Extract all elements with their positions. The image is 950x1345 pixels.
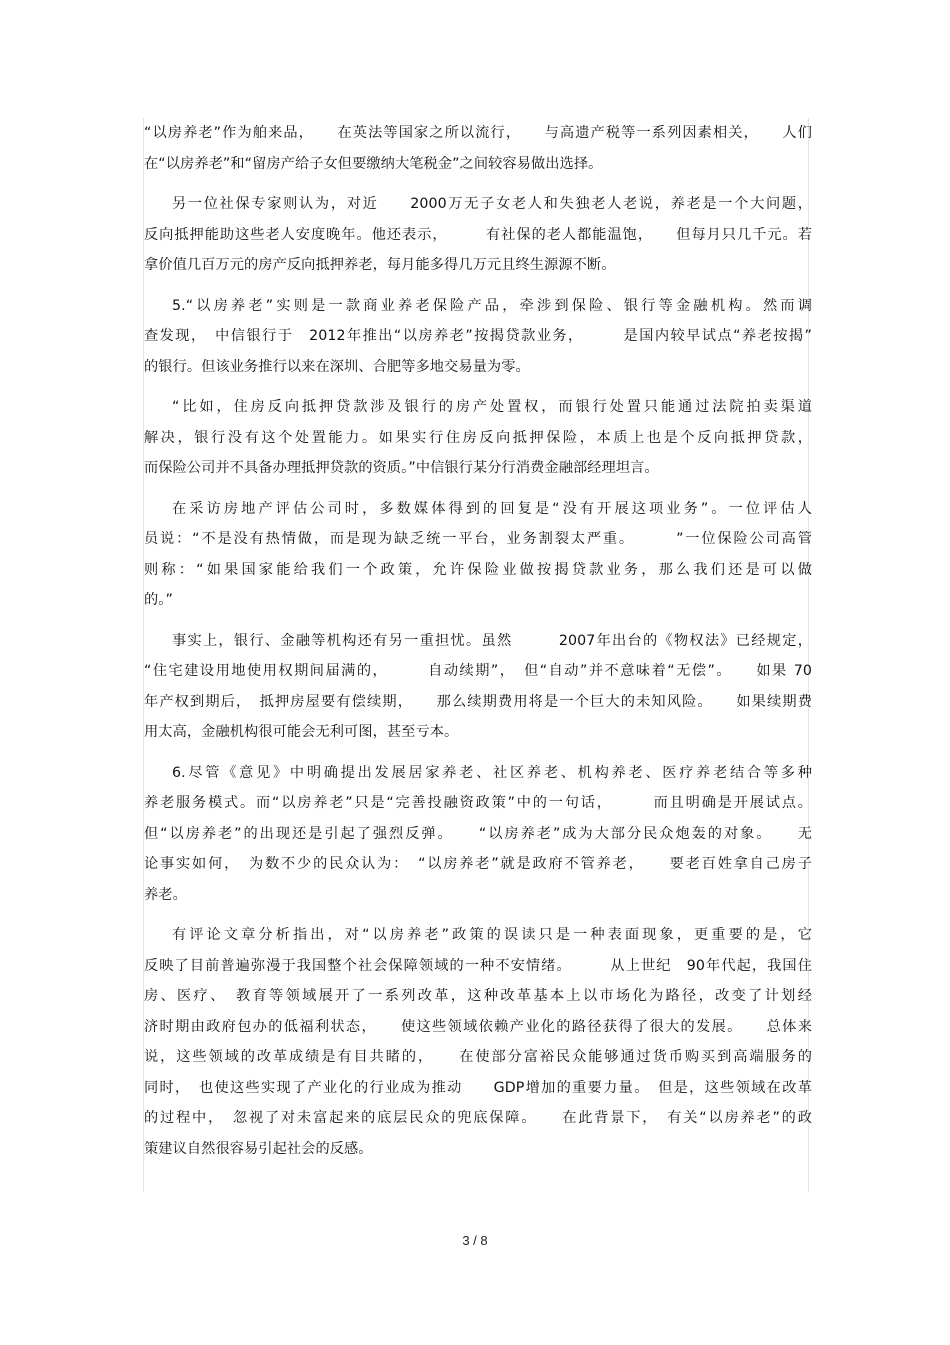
text-line: 说，这些领域的改革成绩是有目共睹的， 在使部分富裕民众能够通过货币购买到高端服务的: [144, 1049, 812, 1065]
text-line: 的过程中， 忽视了对未富起来的底层民众的兜底保障。 在此背景下， 有关“以房养老”的政: [144, 1110, 812, 1126]
text-line: 而保险公司并不具备办理抵押贷款的资质。”中信银行某分行消费金融部经理坦言。: [144, 460, 659, 476]
text-line: 策建议自然很容易引起社会的反感。: [144, 1140, 373, 1157]
text-line: 房、医疗、 教育等领域展开了一系列改革，这种改革基本上以市场化为路径，改变了计划经: [144, 988, 812, 1004]
text-line: 济时期由政府包办的低福利状态， 使这些领域依赖产业化的路径获得了很大的发展。 总体来: [144, 1018, 812, 1035]
text-line: 反映了目前普遍弥漫于我国整个社会保障领域的一种不安情绪。 从上世纪 90年代起，我国住: [144, 957, 812, 974]
text-line: 解决，银行没有这个处置能力。如果实行住房反向抵押保险，本质上也是个反向抵押贷款，: [144, 429, 812, 446]
paragraph: [144, 920, 812, 1164]
text-line: “住宅建设用地使用权期间届满的， 自动续期”， 但“自动”并不意味着“无偿”。 如果 70: [144, 663, 812, 679]
text-line: 则称：“如果国家能给我们一个政策，允许保险业做按揭贷款业务，那么我们还是可以做: [144, 561, 812, 578]
text-line: 的银行。但该业务推行以来在深圳、合肥等多地交易量为零。: [144, 358, 530, 375]
paragraph: [144, 392, 812, 484]
text-line: 年产权到期后， 抵押房屋要有偿续期， 那么续期费用将是一个巨大的未知风险。 如果续期费: [144, 693, 812, 710]
paragraph: [144, 758, 812, 911]
text-line: 在“以房养老”和“留房产给子女但要缴纳大笔税金”之间较容易做出选择。: [144, 155, 603, 172]
text-line: 用太高，金融机构很可能会无利可图，甚至亏本。: [144, 724, 459, 740]
text-line: 养老。: [144, 886, 187, 903]
text-line: 在采访房地产评估公司时，多数媒体得到的回复是“没有开展这项业务”。一位评估人: [172, 500, 812, 517]
text-line: 的。”: [144, 592, 173, 608]
paragraph: [144, 494, 812, 616]
paragraph: [144, 626, 812, 748]
text-line: 养老服务模式。而“以房养老”只是“完善投融资政策”中的一句话， 而且明确是开展试点。: [144, 795, 812, 811]
text-line: 拿价值几百万元的房产反向抵押养老，每月能多得几万元且终生源源不断。: [144, 257, 616, 273]
text-line: 6.尽管《意见》中明确提出发展居家养老、社区养老、机构养老、医疗养老结合等多种: [172, 764, 812, 781]
page-number: 3 / 8: [462, 1233, 488, 1248]
paragraph: [144, 291, 812, 383]
document-body: [144, 118, 812, 1174]
text-line: “比如，住房反向抵押贷款涉及银行的房产处置权，而银行处置只能通过法院拍卖渠道: [172, 399, 812, 415]
text-line: 同时， 也使这些实现了产业化的行业成为推动 GDP增加的重要力量。 但是，这些领域在改革: [144, 1079, 812, 1096]
text-line: 事实上，银行、金融等机构还有另一重担忧。虽然 2007年出台的《物权法》已经规定，: [172, 632, 812, 649]
text-line: 员说：“不是没有热情做，而是现为缺乏统一平台，业务割裂太严重。 ”一位保险公司高管: [144, 531, 812, 547]
text-line: 反向抵押能助这些老人安度晚年。他还表示， 有社保的老人都能温饱， 但每月只几千元。若: [144, 226, 812, 243]
text-line: 5.“以房养老”实则是一款商业养老保险产品，牵涉到保险、银行等金融机构。然而调: [172, 297, 812, 314]
text-line: 有评论文章分析指出，对“以房养老”政策的误读只是一种表面现象，更重要的是，它: [172, 927, 812, 943]
paragraph: [144, 118, 812, 179]
text-line: 查发现， 中信银行于 2012年推出“以房养老”按揭贷款业务， 是国内较早试点“养老按揭”: [144, 328, 812, 344]
text-line: “以房养老”作为舶来品， 在英法等国家之所以流行， 与高遗产税等一系列因素相关， 人们: [144, 125, 812, 141]
text-line: 另一位社保专家则认为，对近 2000万无子女老人和失独老人老说，养老是一个大问题，: [172, 196, 812, 212]
text-line: 但“以房养老”的出现还是引起了强烈反弹。 “以房养老”成为大部分民众炮轰的对象。 无: [144, 825, 812, 842]
text-line: 论事实如何， 为数不少的民众认为： “以房养老”就是政府不管养老， 要老百姓拿自己房子: [144, 856, 812, 872]
paragraph: [144, 189, 812, 281]
